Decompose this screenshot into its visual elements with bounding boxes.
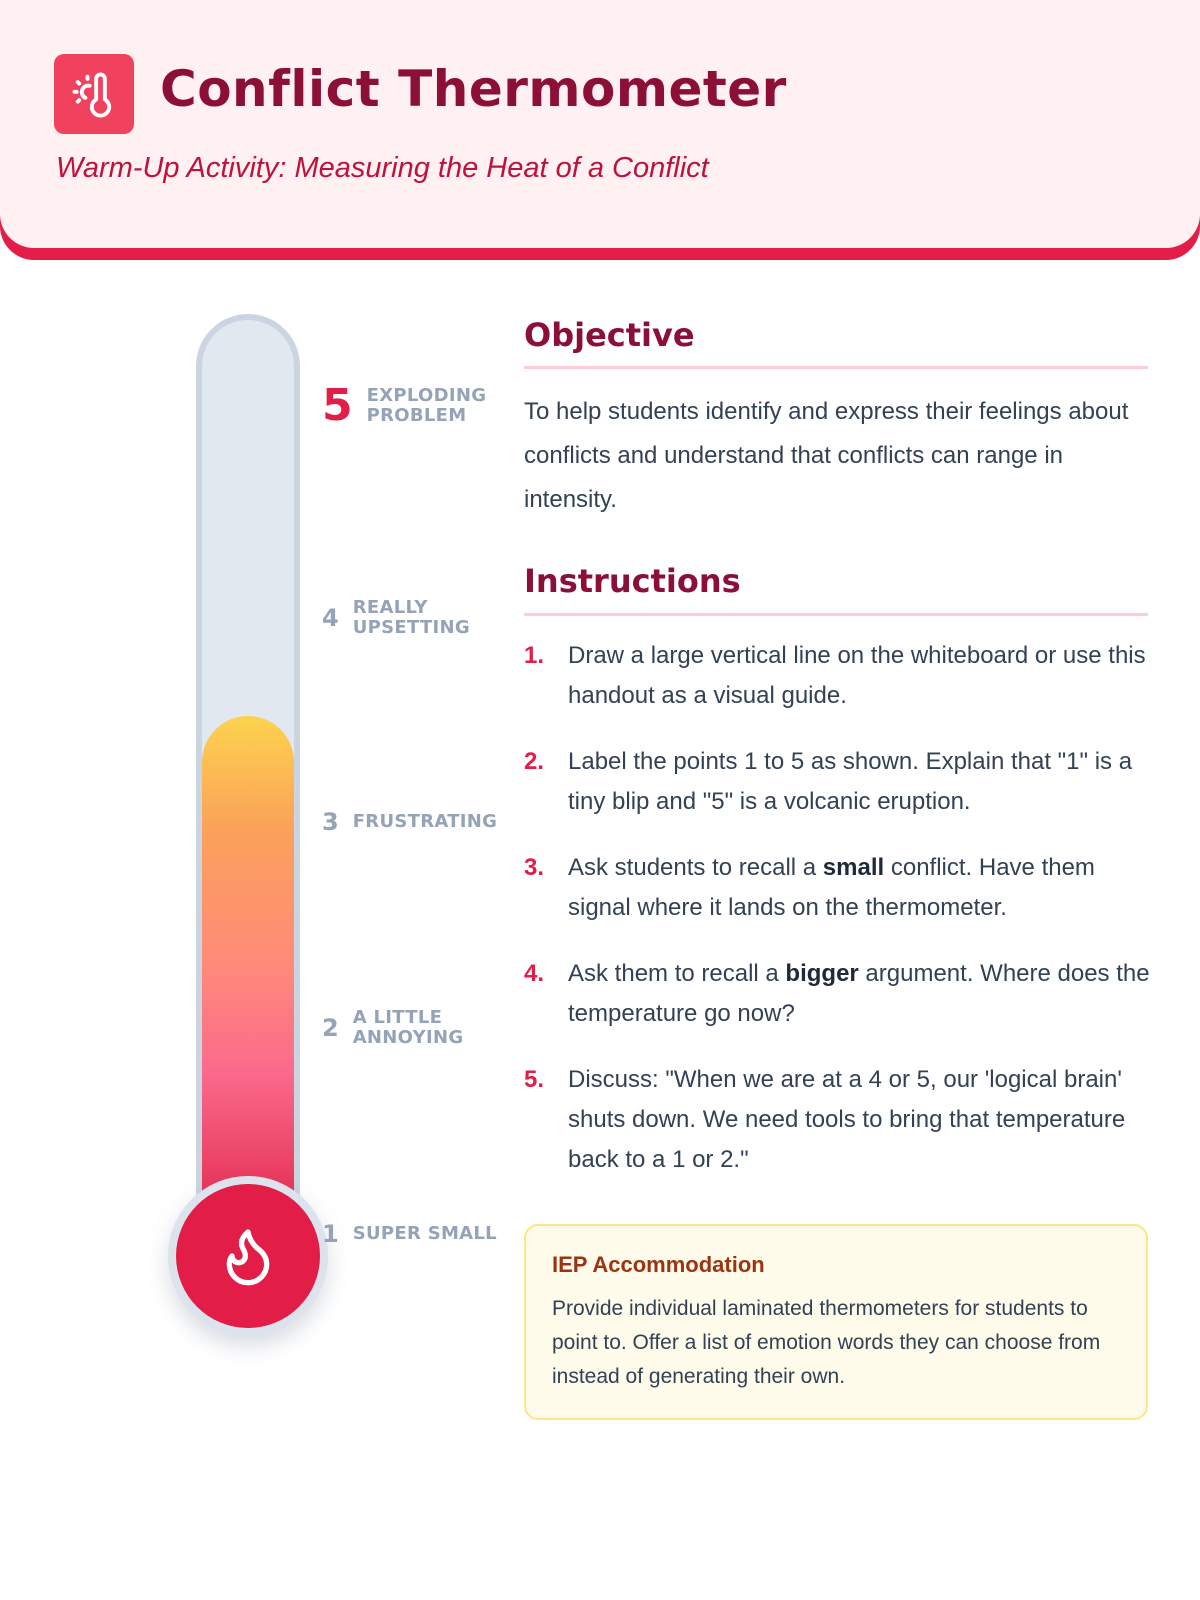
iep-title: IEP Accommodation: [552, 1252, 765, 1277]
step-number: 1.: [524, 642, 545, 669]
emphasis-small: small: [822, 854, 885, 881]
page-title: Conflict Thermometer: [160, 60, 787, 118]
iep-accommodation-box: [524, 1224, 1148, 1420]
header: [0, 0, 1200, 248]
objective-text: To help students identify and express their feelings about conflicts and understand that conflicts can range in intensity.: [524, 398, 1129, 513]
scale-text: REALLY UPSETTING: [352, 597, 470, 638]
emphasis-bigger: bigger: [785, 960, 859, 987]
scale-number: 5: [322, 380, 353, 431]
scale-text: FRUSTRATING: [352, 811, 498, 832]
scale-level-1: [322, 1220, 523, 1248]
instructions-list: [524, 636, 1154, 1206]
page-subtitle: Warm-Up Activity: Measuring the Heat of a Conflict: [56, 152, 709, 184]
instruction-step-5: 5. Discuss: "When we are at a 4 or 5, our 'logical brain' shuts down. We need tools to bring that temperature back to a 1 or 2.": [524, 1060, 1154, 1180]
objective-heading: Objective: [524, 316, 695, 354]
scale-number: 1: [322, 1220, 339, 1248]
scale-number: 2: [322, 1014, 339, 1042]
instructions-divider: [524, 613, 1148, 616]
scale-text: A LITTLE ANNOYING: [352, 1007, 464, 1048]
scale-level-5: [322, 380, 507, 431]
objective-divider: [524, 366, 1148, 369]
step-number: 5.: [524, 1066, 545, 1093]
scale-number: 4: [322, 604, 339, 632]
step-number: 3.: [524, 854, 545, 881]
iep-text: Provide individual laminated thermometers for students to point to. Offer a list of emotion words they can choose from instead of generating their own.: [552, 1297, 1101, 1388]
flame-icon: [216, 1224, 280, 1288]
instruction-step-2: 2. Label the points 1 to 5 as shown. Explain that "1" is a tiny blip and "5" is a volcanic eruption.: [524, 742, 1154, 822]
scale-level-4: [322, 598, 493, 638]
step-number: 4.: [524, 960, 545, 987]
instruction-step-3: 3. Ask students to recall a small conflict. Have them signal where it lands on the thermometer.: [524, 848, 1154, 928]
instruction-step-4: 4. Ask them to recall a bigger argument. Where does the temperature go now?: [524, 954, 1154, 1034]
thermometer-sun-icon: [54, 54, 134, 134]
instruction-step-1: 1. Draw a large vertical line on the whiteboard or use this handout as a visual guide.: [524, 636, 1154, 716]
scale-number: 3: [322, 808, 339, 836]
instructions-heading: Instructions: [524, 562, 741, 600]
thermometer-fill: [202, 716, 294, 1236]
scale-level-3: [322, 808, 523, 836]
scale-level-2: [322, 1008, 483, 1048]
step-number: 2.: [524, 748, 545, 775]
scale-text: EXPLODING PROBLEM: [366, 384, 487, 426]
scale-text: SUPER SMALL: [352, 1223, 497, 1244]
thermometer-bulb: [176, 1184, 320, 1328]
